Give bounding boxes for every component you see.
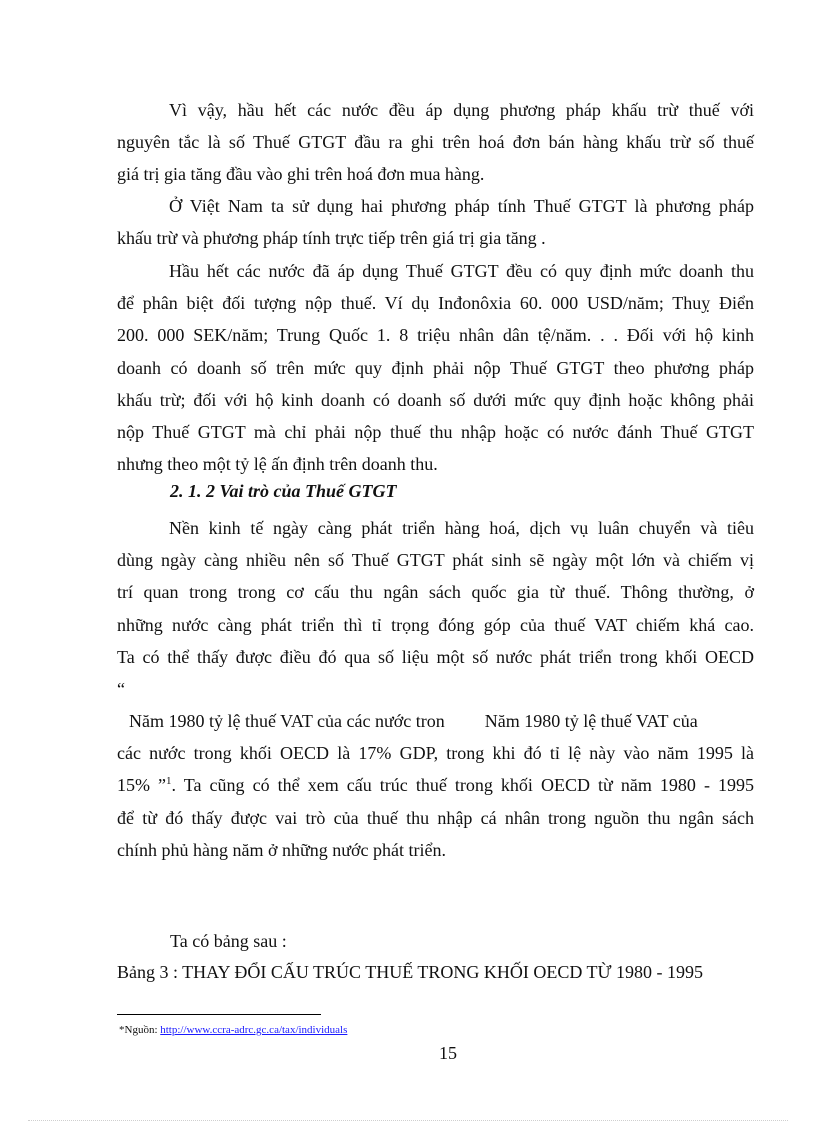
text-line: để phân biệt đối tượng nộp thuế. Ví dụ Inđonôxia 60. 000 USD/năm; Thuỵ Điển (117, 293, 754, 314)
text-line: giá trị gia tăng đầu vào ghi trên hoá đơn mua hàng. (117, 164, 485, 185)
text-fragment: 15% ” (117, 775, 167, 796)
page-bottom-border (28, 1120, 788, 1121)
paragraph-1 (117, 94, 754, 191)
footnote-divider (117, 1014, 321, 1015)
text-line: 200. 000 SEK/năm; Trung Quốc 1. 8 triệu nhân dân tệ/năm. . . Đối với hộ kinh (117, 325, 754, 346)
page-number: 15 (439, 1043, 457, 1063)
text-line (117, 769, 754, 801)
text-fragment: Năm 1980 tỷ lệ thuế VAT của các nước tron (129, 711, 445, 731)
table-caption: Bảng 3 : THAY ĐỔI CẤU TRÚC THUẾ TRONG KHỐI OECD TỪ 1980 - 1995 (117, 962, 703, 982)
text-line: những nước càng phát triển thì tỉ trọng đóng góp của thuế VAT chiếm khá cao. (117, 614, 754, 635)
text-line: các nước trong khối OECD là 17% GDP, trong khi đó tỉ lệ này vào năm 1995 là (117, 743, 754, 764)
footnote-label: *Nguồn: (119, 1024, 161, 1036)
text-line: để từ đó thấy được vai trò của thuế thu nhập cá nhân trong nguồn thu ngân sách (117, 807, 754, 828)
text-line: khấu trừ; đối với hộ kinh doanh có doanh số dưới mức quy định hoặc không phải (117, 389, 754, 410)
text-line: nhưng theo một tỷ lệ ấn định trên doanh thu. (117, 454, 438, 475)
text-line (117, 705, 754, 737)
footnote-marker[interactable]: 1 (166, 775, 172, 788)
text-line: Vì vậy, hầu hết các nước đều áp dụng phương pháp khấu trừ thuế với (169, 100, 754, 120)
text-line: Hầu hết các nước đã áp dụng Thuế GTGT đều có quy định mức doanh thu (169, 261, 754, 281)
text-line: chính phủ hàng năm ở những nước phát triển. (117, 839, 446, 860)
paragraph-5 (117, 705, 754, 866)
text-line: “ (117, 678, 125, 699)
text-line: Ở Việt Nam ta sử dụng hai phương pháp tính Thuế GTGT là phương pháp (169, 196, 754, 216)
footnote-link[interactable]: http://www.ccra-adrc.gc.ca/tax/individuals (160, 1024, 348, 1036)
text-fragment: . Ta cũng có thể xem cấu trúc thuế trong khối OECD từ năm 1980 - 1995 (171, 775, 754, 796)
paragraph-2 (117, 190, 754, 254)
text-line: khấu trừ và phương pháp tính trực tiếp trên giá trị gia tăng . (117, 228, 546, 249)
footnote (119, 1024, 347, 1036)
paragraph-4 (117, 512, 754, 705)
paragraph-3 (117, 255, 754, 480)
text-line: nguyên tắc là số Thuế GTGT đầu ra ghi trên hoá đơn bán hàng khấu trừ số thuế (117, 132, 754, 153)
text-line: trí quan trong trong cơ cấu thu ngân sách quốc gia từ thuế. Thông thường, ở (117, 582, 754, 603)
section-heading: 2. 1. 2 Vai trò của Thuế GTGT (170, 481, 397, 501)
text-line: nộp Thuế GTGT mà chỉ phải nộp thuế thu nhập hoặc có nước đánh Thuế GTGT (117, 421, 754, 442)
text-line: Nền kinh tế ngày càng phát triển hàng hoá, dịch vụ luân chuyển và tiêu (169, 518, 754, 538)
table-intro: Ta có bảng sau : (170, 931, 287, 951)
text-line: Ta có thể thấy được điều đó qua số liệu một số nước phát triển trong khối OECD (117, 646, 754, 667)
text-fragment: Năm 1980 tỷ lệ thuế VAT của (484, 711, 698, 731)
text-line: doanh có doanh số trên mức quy định phải nộp Thuế GTGT theo phương pháp (117, 357, 754, 378)
text-line: dùng ngày càng nhiều nên số Thuế GTGT phát sinh sẽ ngày một lớn và chiếm vị (117, 550, 754, 571)
